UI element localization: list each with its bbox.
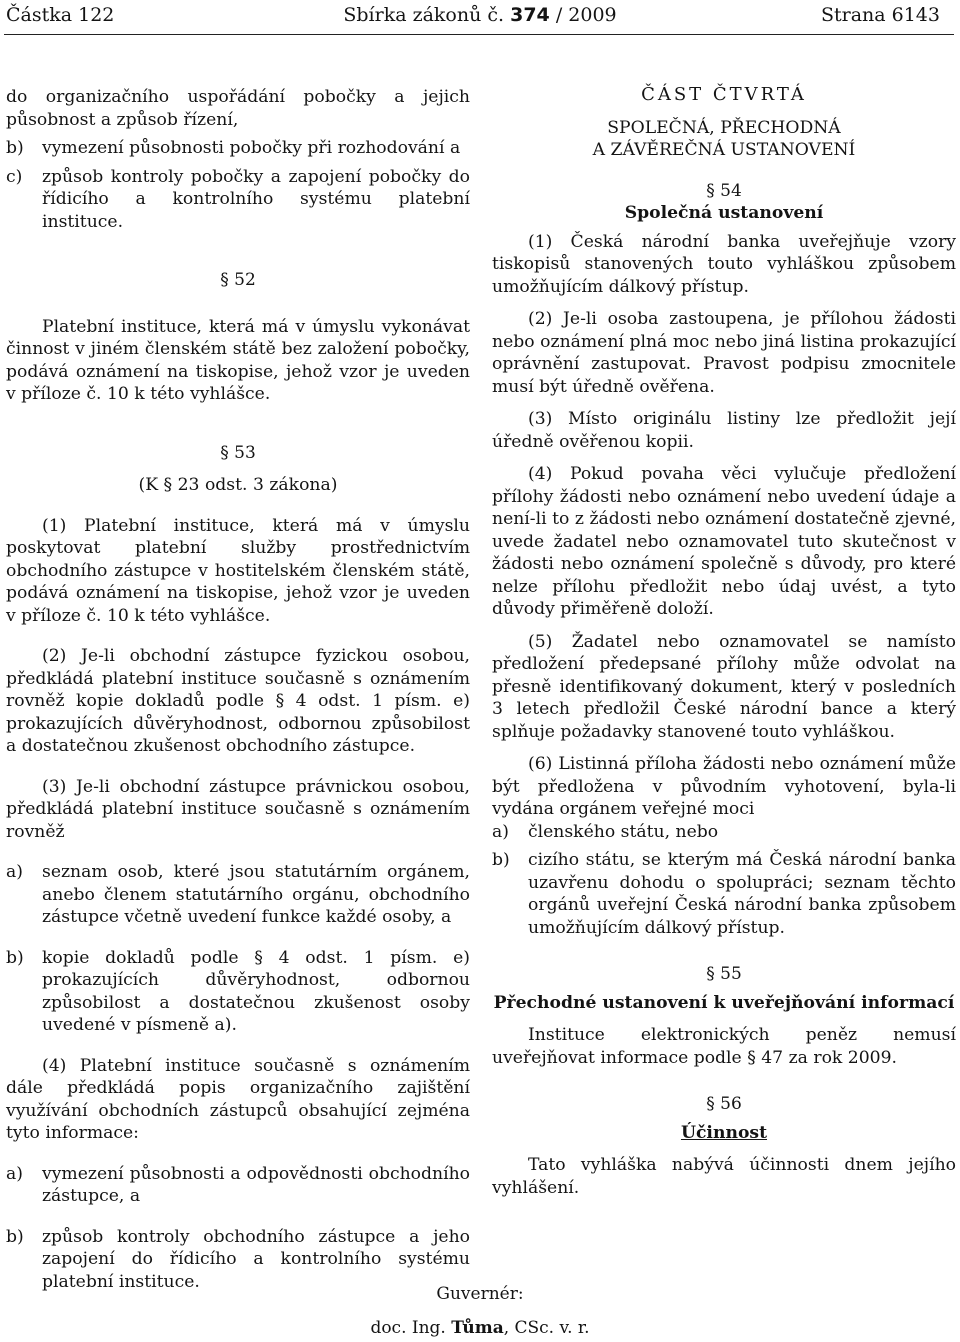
list-item: a) vymezení působnosti a odpovědnosti obchodního zástupce, a xyxy=(6,1163,470,1206)
section-56-paragraph: Tato vyhláška nabývá účinnosti dnem jejího vyhlášení. xyxy=(492,1155,956,1198)
header-issue: Částka 122 xyxy=(6,4,115,26)
left-column xyxy=(6,86,470,1293)
list-item: b) kopie dokladů podle § 4 odst. 1 písm. e) prokazujících důvěryhodnost, odbornou způsobilost a dostatečnou zkušenost osoby uvedené v písmeně a). xyxy=(6,947,470,1035)
signature-name: doc. Ing. Tůma, CSc. v. r. xyxy=(370,1318,590,1338)
section-53-paragraph-4: (4) Platební instituce současně s oznámením dále předkládá popis organizačního zajištění využívání obchodních zástupců obsahující zejména tyto informace: xyxy=(6,1055,470,1143)
section-55-title: Přechodné ustanovení k uveřejňování informací xyxy=(493,992,955,1013)
header-page-number: Strana 6143 xyxy=(820,4,940,26)
section-54-paragraph-2: (2) Je-li osoba zastoupena, je přílohou žádosti nebo oznámení plná moc nebo jiná listina prokazující oprávnění zastupovat. Pravost podpisu zmocnitele musí být úředně ověřena. xyxy=(492,309,956,397)
header-rule xyxy=(4,34,954,35)
section-54-title: Společná ustanovení xyxy=(624,203,824,223)
part-title-line-1: SPOLEČNÁ, PŘECHODNÁ xyxy=(607,117,841,138)
header-number: 374 xyxy=(510,4,550,26)
section-53-heading: § 53 xyxy=(220,442,256,463)
section-53-paragraph-1: (1) Platební instituce, která má v úmyslu poskytovat platební služby prostřednictvím obchodního zástupce v hostitelském členském státě, podává oznámení na tiskopise, jehož vzor je uveden v příloze č. 10 k této vyhlášce. xyxy=(6,515,470,626)
section-52-paragraph: Platební instituce, která má v úmyslu vykonávat činnost v jiném členském státě bez založení pobočky, podává oznámení na tiskopise, jehož vzor je uveden v příloze č. 10 k této vyhlášce. xyxy=(6,316,470,404)
list-item: b) cizího státu, se kterým má Česká národní banka uzavřenu dohodu o spolupráci; seznam těchto orgánů uveřejní Česká národní banka způsobem umožňujícím dálkový přístup. xyxy=(492,850,956,938)
section-53-reference: (K § 23 odst. 3 zákona) xyxy=(138,475,338,495)
section-55-paragraph: Instituce elektronických peněz nemusí uveřejňovat informace podle § 47 za rok 2009. xyxy=(492,1025,956,1068)
section-53-paragraph-3: (3) Je-li obchodní zástupce právnickou osobou, předkládá platební instituce současně s oznámením rovněž xyxy=(6,776,470,842)
list-item: c) způsob kontroly pobočky a zapojení pobočky do řídicího a kontrolního systému platební instituce. xyxy=(6,166,470,232)
section-53-paragraph-2: (2) Je-li obchodní zástupce fyzickou osobou, předkládá platební instituce současně s oznámením rovněž kopie dokladů podle § 4 odst. 1 písm. e) prokazujících důvěryhodnost, odbornou způsobilost a dostatečnou zkušenost obchodního zástupce. xyxy=(6,646,470,756)
section-54-paragraph-5: (5) Žadatel nebo oznamovatel se namísto předložení předepsané přílohy může odvolat na přesně identifikovaný dokument, který v posledních 3 letech předložil České národní bance a který splňuje požadavky stanovené touto vyhláškou. xyxy=(492,631,956,742)
part-heading: ČÁST ČTVRTÁ xyxy=(641,84,807,105)
header-collection: Sbírka zákonů č. 374 / 2009 xyxy=(343,4,617,26)
list-item: b) způsob kontroly obchodního zástupce a jeho zapojení do řídicího a kontrolního systému platební instituce. xyxy=(6,1226,470,1292)
section-54-paragraph-3: (3) Místo originálu listiny lze předložit její úředně ověřenou kopii. xyxy=(492,409,956,452)
section-55-heading: § 55 xyxy=(706,964,742,984)
section-54-paragraph-4: (4) Pokud povaha věci vylučuje předložení přílohy žádosti nebo oznámení nebo uvedení údaje a není-li to z žádosti nebo oznámení dostatečně zjevné, uvede žadatel nebo oznamovatel tuto skutečnost v žádosti nebo oznámení společně s důvody, pro které nelze přílohu předložit nebo údaj uvést, a tyto důvody přiměřeně doloží. xyxy=(492,464,956,619)
section-52-heading: § 52 xyxy=(220,270,256,290)
section-56-heading: § 56 xyxy=(706,1094,742,1114)
page-header xyxy=(0,4,960,30)
list-item: b) vymezení působnosti pobočky při rozhodování a xyxy=(6,138,461,158)
intro-paragraph: do organizačního uspořádání pobočky a jejich působnost a způsob řízení, xyxy=(6,87,470,130)
right-column xyxy=(492,84,956,1199)
section-56-title: Účinnost xyxy=(680,1122,768,1143)
signature-label: Guvernér: xyxy=(436,1284,524,1304)
list-item: a) členského státu, nebo xyxy=(492,821,719,842)
section-54-paragraph-1: (1) Česká národní banka uveřejňuje vzory tiskopisů stanovených touto vyhláškou způsobem umožňujícím dálkový přístup. xyxy=(492,231,956,297)
part-title-line-2: A ZÁVĚREČNÁ USTANOVENÍ xyxy=(592,140,856,160)
section-54-paragraph-6: (6) Listinná příloha žádosti nebo oznámení může být předložena v původním vyhotovení, byla-li vydána orgánem veřejné moci xyxy=(492,754,956,819)
list-item: a) seznam osob, které jsou statutárním orgánem, anebo členem statutárního orgánu, obchodního zástupce včetně uvedení funkce každé osoby, a xyxy=(6,862,470,927)
section-54-heading: § 54 xyxy=(706,180,742,201)
